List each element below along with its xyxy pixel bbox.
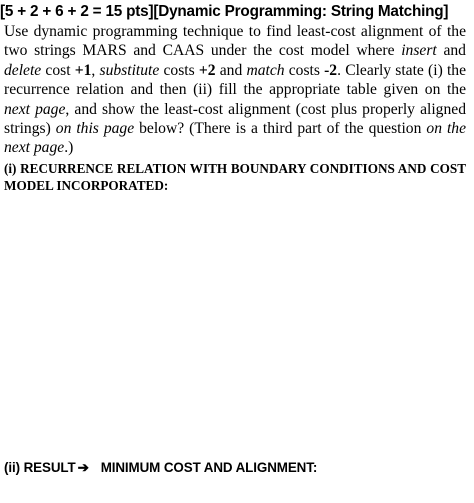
cost-match: -2: [324, 61, 338, 79]
term-insert: insert: [401, 42, 437, 60]
cost-insert-delete: +1: [74, 61, 92, 79]
question-text-part: and: [215, 61, 247, 79]
term-substitute: substitute: [99, 61, 160, 79]
question-header: [5 + 2 + 6 + 2 = 15 pts][Dynamic Programming: String Matching]: [0, 3, 449, 20]
question-text-part: below? (There is a third part of the question: [134, 120, 427, 138]
part-ii-label: (ii) RESULT: [4, 460, 76, 475]
term-match: match: [246, 61, 285, 79]
question-text-part: Use dynamic programming technique to find least-cost alignment of the two strings MARS and CAAS under the cost model where: [4, 23, 466, 60]
question-text: [4, 22, 466, 158]
question-text-part: . Clearly state (i) the recurrence relation and then (ii) fill the appropriate table given on the: [4, 61, 466, 99]
next-page-reference-2: on the next page: [4, 120, 467, 157]
question-text-part: , and show the least-cost alignment (cost plus properly aligned strings): [4, 100, 466, 138]
cost-substitute: +2: [198, 61, 216, 79]
part-ii-heading: [4, 459, 470, 477]
question-text-part: costs: [159, 61, 199, 79]
question-text-part: .): [64, 139, 74, 157]
question-text-part: ,: [91, 61, 100, 79]
question-text-part: cost: [41, 61, 75, 79]
part-ii-title: MINIMUM COST AND ALIGNMENT:: [100, 460, 318, 475]
right-arrow-icon: ➔: [77, 460, 89, 475]
question-text-part: costs: [284, 61, 325, 79]
question-text-part: and: [436, 42, 466, 60]
next-page-reference: next page: [4, 100, 66, 118]
part-i-heading: (i) RECURRENCE RELATION WITH BOUNDARY CONDITIONS AND COST MODEL INCORPORATED:: [4, 161, 466, 193]
this-page-reference: on this page: [55, 120, 135, 138]
term-delete: delete: [4, 61, 42, 79]
